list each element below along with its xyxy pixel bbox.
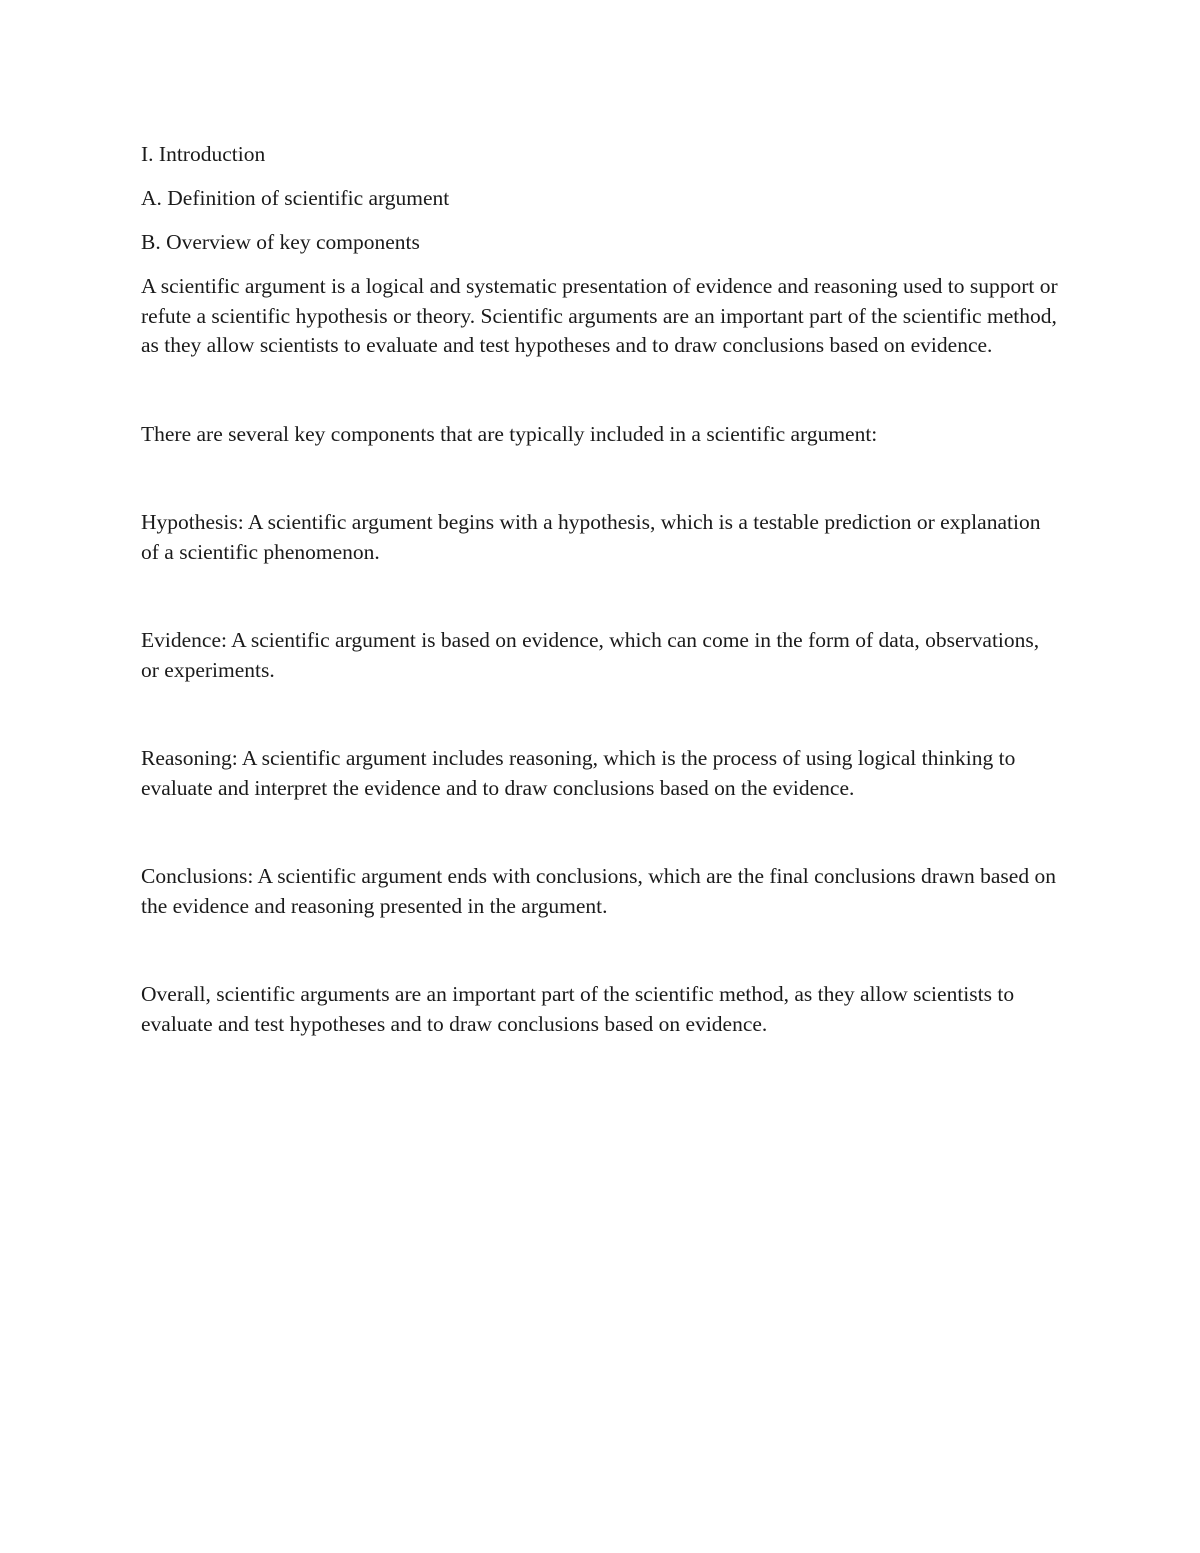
paragraph-conclusions: Conclusions: A scientific argument ends with conclusions, which are the final conclusions drawn based on the evidence and reasoning presented in the argument. xyxy=(141,864,1056,918)
paragraph-evidence: Evidence: A scientific argument is based on evidence, which can come in the form of data, observations, or experiments. xyxy=(141,628,1040,682)
paragraph-key-components-intro: There are several key components that are typically included in a scientific argument: xyxy=(141,421,878,446)
paragraph-overall: Overall, scientific arguments are an important part of the scientific method, as they allow scientists to evaluate and test hypotheses and to draw conclusions based on evidence. xyxy=(141,982,1015,1036)
outline-heading-introduction: I. Introduction xyxy=(141,142,266,166)
document-body xyxy=(141,140,1061,1039)
outline-item-overview: B. Overview of key components xyxy=(141,230,420,254)
paragraph-definition: A scientific argument is a logical and systematic presentation of evidence and reasoning used to support or refute a scientific hypothesis or theory. Scientific arguments are an important part of the scientific method, as they allow scientists to evaluate and test hypotheses and to draw conclusions based on evidence. xyxy=(141,274,1058,357)
paragraph-reasoning: Reasoning: A scientific argument includes reasoning, which is the process of using logical thinking to evaluate and interpret the evidence and to draw conclusions based on the evidence. xyxy=(141,746,1016,800)
outline xyxy=(141,140,1061,258)
outline-item-definition: A. Definition of scientific argument xyxy=(141,186,450,210)
paragraph-hypothesis: Hypothesis: A scientific argument begins with a hypothesis, which is a testable prediction or explanation of a scientific phenomenon. xyxy=(141,510,1041,564)
